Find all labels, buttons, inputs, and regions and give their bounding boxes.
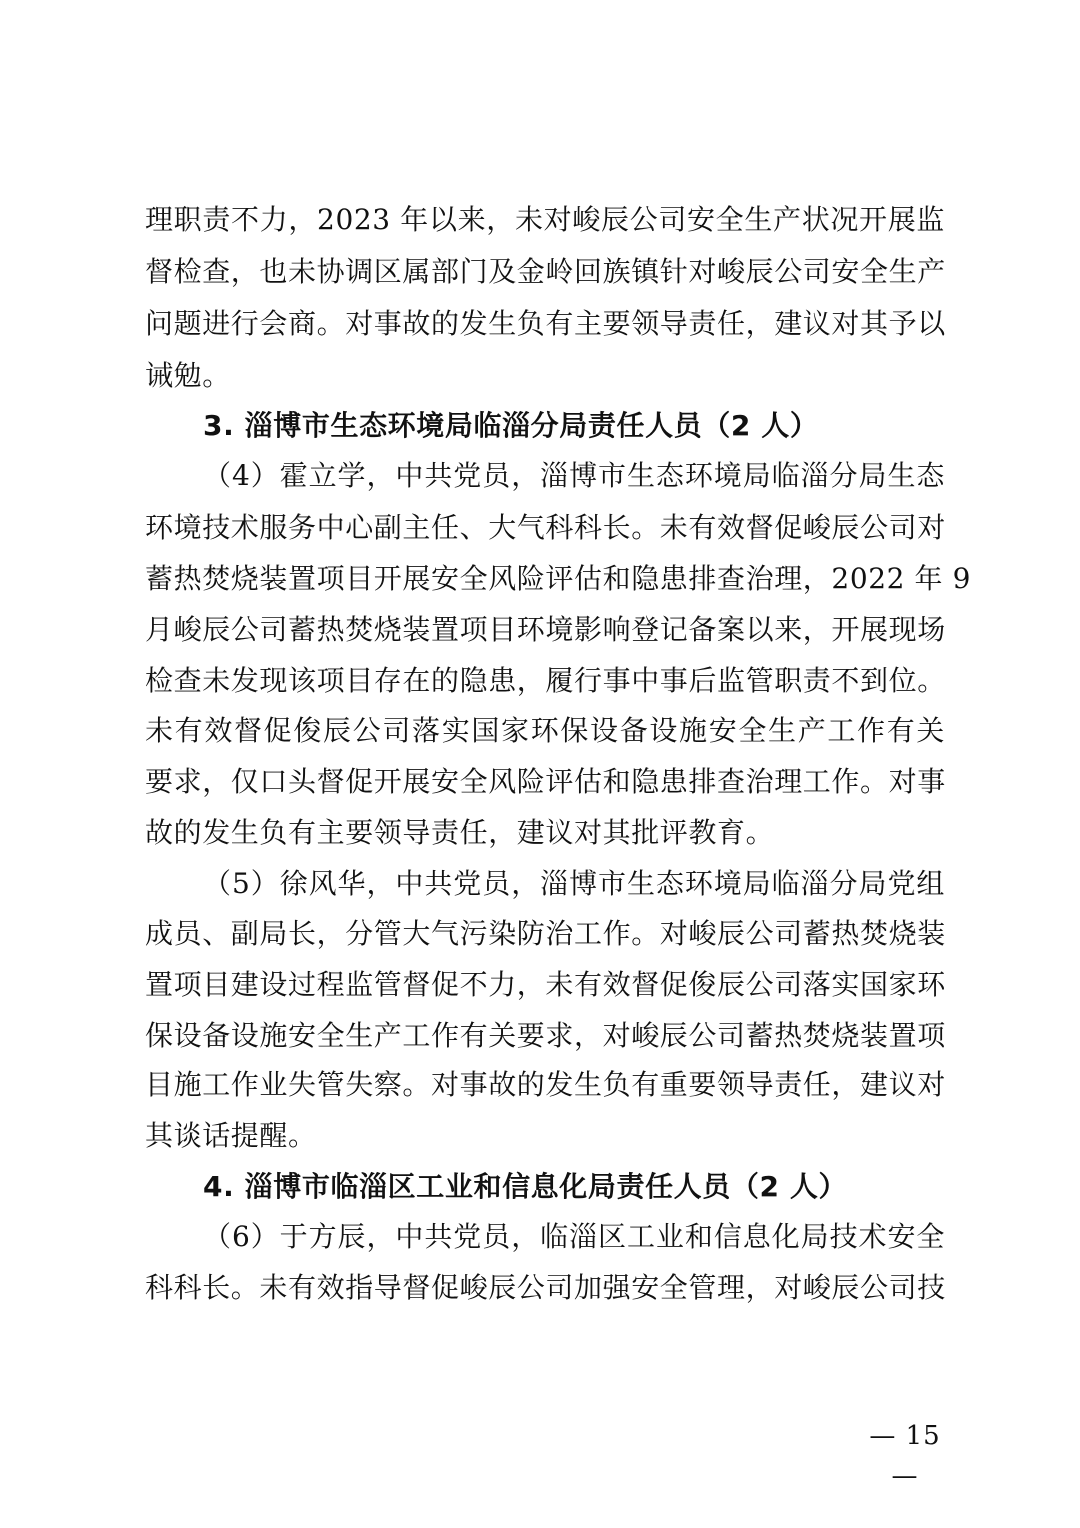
body-text-line: 故的发生负有主要领导责任，建议对其批评教育。 (145, 816, 775, 849)
body-text-line: 月峻辰公司蓄热焚烧装置项目环境影响登记备案以来，开展现场 (145, 613, 946, 646)
body-text-line: （4）霍立学，中共党员，淄博市生态环境局临淄分局生态 (203, 459, 945, 492)
section-heading: 3. 淄博市生态环境局临淄分局责任人员（2 人） (203, 409, 819, 442)
body-text-line: 诫勉。 (145, 359, 231, 392)
body-text-line: 要求，仅口头督促开展安全风险评估和隐患排查治理工作。对事 (145, 765, 946, 798)
body-text-line: 督检查，也未协调区属部门及金岭回族镇针对峻辰公司安全生产 (145, 255, 946, 288)
page-number: — 15 — (869, 1421, 941, 1491)
body-text-line: 科科长。未有效指导督促峻辰公司加强安全管理，对峻辰公司技 (145, 1271, 946, 1304)
body-text-line: （5）徐风华，中共党员，淄博市生态环境局临淄分局党组 (203, 867, 945, 900)
body-text-line: （6）于方辰，中共党员，临淄区工业和信息化局技术安全 (203, 1220, 945, 1253)
body-text-line: 理职责不力，2023 年以来，未对峻辰公司安全生产状况开展监 (145, 203, 945, 236)
body-text-line: 问题进行会商。对事故的发生负有主要领导责任，建议对其予以 (145, 307, 946, 340)
body-text-line: 未有效督促俊辰公司落实国家环保设备设施安全生产工作有关 (145, 714, 945, 747)
body-text-line: 置项目建设过程监管督促不力，未有效督促俊辰公司落实国家环 (145, 968, 946, 1001)
body-text-line: 环境技术服务中心副主任、大气科科长。未有效督促峻辰公司对 (145, 511, 946, 544)
body-text-line: 其谈话提醒。 (145, 1119, 317, 1152)
section-heading: 4. 淄博市临淄区工业和信息化局责任人员（2 人） (203, 1170, 848, 1203)
body-text-line: 目施工作业失管失察。对事故的发生负有重要领导责任，建议对 (145, 1068, 946, 1101)
body-text-line: 成员、副局长，分管大气污染防治工作。对峻辰公司蓄热焚烧装 (145, 917, 946, 950)
body-text-line: 蓄热焚烧装置项目开展安全风险评估和隐患排查治理，2022 年 9 (145, 562, 972, 595)
body-text-line: 保设备设施安全生产工作有关要求，对峻辰公司蓄热焚烧装置项 (145, 1019, 946, 1052)
body-text-line: 检查未发现该项目存在的隐患，履行事中事后监管职责不到位。 (145, 664, 946, 697)
